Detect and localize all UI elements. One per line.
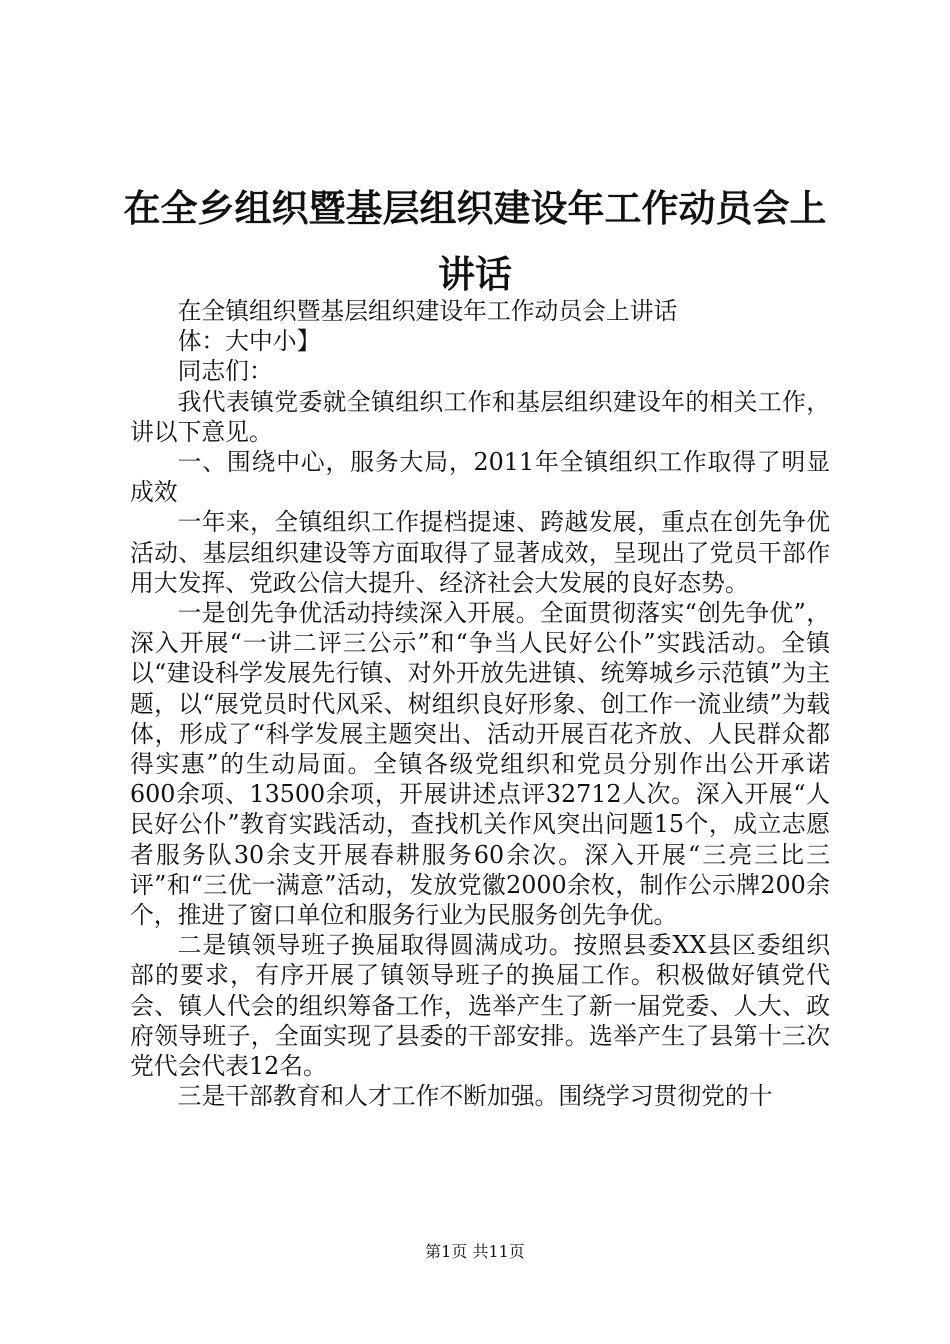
paragraph: 三是干部教育和人才工作不断加强。围绕学习贯彻党的十 bbox=[177, 1082, 773, 1111]
paragraph: 在全镇组织暨基层组织建设年工作动员会上讲话 bbox=[177, 297, 678, 325]
paragraph: 一年来，全镇组织工作提档提速、跨越发展，重点在创先争优活动、基层组织建设等方面取得了显著成效，呈现出了党员干部作用大发挥、党政公信大提升、经济社会大发展的良好态势。 bbox=[130, 508, 830, 597]
document-title: 在全乡组织暨基层组织建设年工作动员会上讲话 bbox=[123, 187, 827, 296]
paragraph: 一是创先争优活动持续深入开展。全面贯彻落实“创先争优”，深入开展“一讲二评三公示”和“争当人民好公仆”实践活动。全镇以“建设科学发展先行镇、对外开放先进镇、统筹城乡示范镇”为主题，以“展党员时代风采、树组织良好形象、创工作一流业绩”为载体，形成了“科学发展主题突出、活动开展百花齐放、人民群众都得实惠”的生动局面。全镇各级党组织和党员分别作出公开承诺600余项、13500余项，开展讲述点评32712人次。深入开展“人民好公仆”教育实践活动，查找机关作风突出问题15个，成立志愿者服务队30余支开展春耕服务60余次。深入开展“三亮三比三评”和“三优一满意”活动，发放党徽2000余枚，制作公示牌200余个，推进了窗口单位和服务行业为民服务创先争优。 bbox=[130, 599, 830, 930]
paragraph: 二是镇领导班子换届取得圆满成功。按照县委XX县区委组织部的要求，有序开展了镇领导班子的换届工作。积极做好镇党代会、镇人代会的组织筹备工作，选举产生了新一届党委、人大、政府领导班子，全面实现了县委的干部安排。选举产生了县第十三次党代会代表12名。 bbox=[130, 931, 830, 1081]
paragraph: 我代表镇党委就全镇组织工作和基层组织建设年的相关工作，讲以下意见。 bbox=[130, 387, 830, 446]
paragraph: 一、围绕中心，服务大局，2011年全镇组织工作取得了明显成效 bbox=[130, 448, 830, 507]
paragraph: 同志们： bbox=[177, 357, 273, 386]
page-footer: 第1页 共11页 bbox=[425, 1242, 525, 1261]
document-body bbox=[130, 296, 830, 1111]
paragraph: 体：大中小】 bbox=[177, 327, 321, 356]
